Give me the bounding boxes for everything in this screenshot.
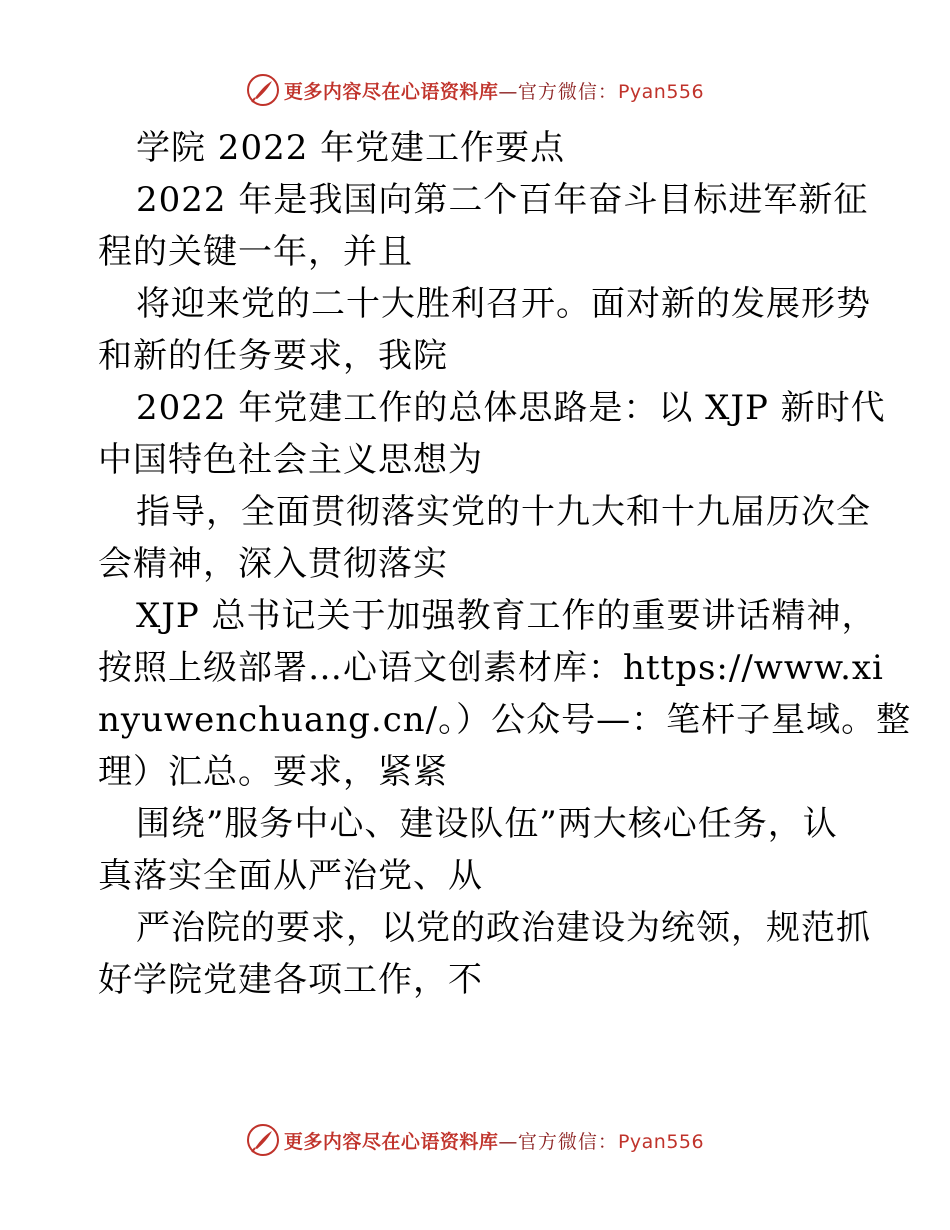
document-title: 学院 2022 年党建工作要点 [136, 128, 566, 168]
text-line: 将迎来党的二十大胜利召开。面对新的发展形势 [136, 284, 871, 324]
text-line: 围绕”服务中心、建设队伍”两大核心任务，认 [136, 804, 838, 844]
text-line: XJP 总书记关于加强教育工作的重要讲话精神， [136, 596, 877, 636]
text-line: 中国特色社会主义思想为 [98, 440, 483, 480]
banner-wechat-id: Pyan556 [617, 1130, 705, 1153]
text-line: 好学院党建各项工作，不 [98, 960, 483, 1000]
banner-title: 更多内容尽在心语资料库 [283, 1130, 499, 1153]
quill-logo-icon [246, 73, 280, 107]
text-line: 按照上级部署…心语文创素材库：https://www.xi [98, 648, 884, 688]
text-line: 指导，全面贯彻落实党的十九大和十九届历次全 [136, 492, 871, 532]
banner-dash: — [498, 80, 518, 103]
banner-wechat-label: 官方微信： [517, 80, 618, 103]
text-line: 2022 年党建工作的总体思路是：以 XJP 新时代 [136, 388, 886, 428]
banner-dash: — [498, 1130, 518, 1153]
footer-banner [0, 1120, 950, 1160]
text-line: 理）汇总。要求，紧紧 [98, 752, 448, 792]
document-body [98, 122, 912, 1006]
text-line: 会精神，深入贯彻落实 [98, 544, 448, 584]
text-line: 2022 年是我国向第二个百年奋斗目标进军新征 [136, 180, 869, 220]
banner-text [284, 1127, 704, 1154]
banner-title: 更多内容尽在心语资料库 [283, 80, 499, 103]
header-banner [0, 70, 950, 110]
text-line: 严治院的要求，以党的政治建设为统领，规范抓 [136, 908, 871, 948]
quill-logo-icon [246, 1123, 280, 1157]
text-line: 程的关键一年，并且 [98, 232, 413, 272]
text-line: nyuwenchuang.cn/。）公众号—：笔杆子星域。整 [98, 700, 912, 740]
banner-wechat-id: Pyan556 [617, 80, 705, 103]
banner-wechat-label: 官方微信： [517, 1130, 618, 1153]
banner-text [284, 77, 704, 104]
text-line: 和新的任务要求，我院 [98, 336, 448, 376]
text-line: 真落实全面从严治党、从 [98, 856, 483, 896]
